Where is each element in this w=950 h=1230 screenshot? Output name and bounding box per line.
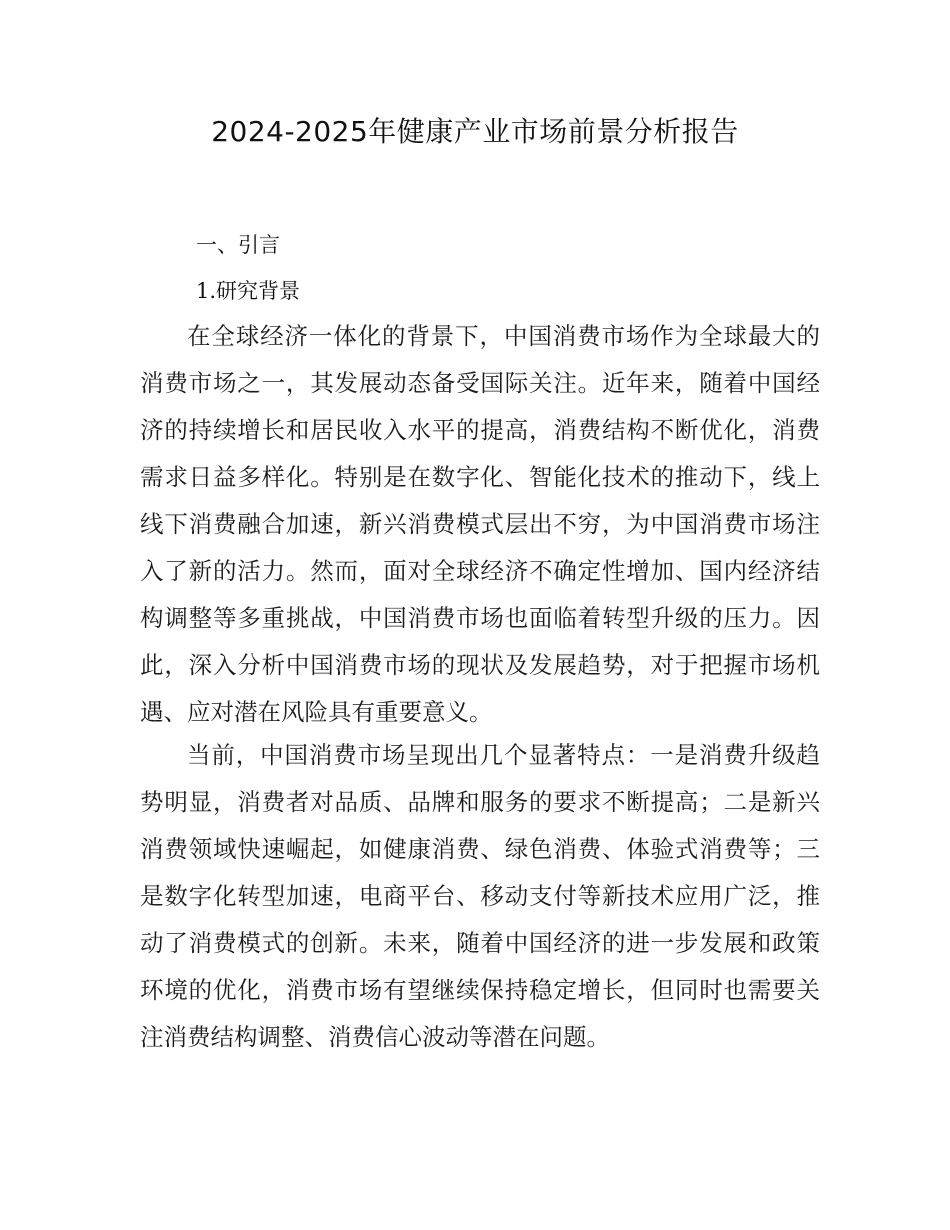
subsection-heading-research-background: 1.研究背景	[196, 279, 301, 303]
section-heading-introduction: 一、引言	[196, 233, 280, 257]
body-paragraph-2: 当前，中国消费市场呈现出几个显著特点：一是消费升级趋势明显，消费者对品质、品牌和服务的要求不断提高；二是新兴消费领域快速崛起，如健康消费、绿色消费、体验式消费等；三是数字化转型加速，电商平台、移动支付等新技术应用广泛，推动了消费模式的创新。未来，随着中国经济的进一步发展和政策环境的优化，消费市场有望继续保持稳定增长，但同时也需要关注消费结构调整、消费信心波动等潜在问题。	[140, 741, 820, 1051]
body-paragraph-1: 在全球经济一体化的背景下，中国消费市场作为全球最大的消费市场之一，其发展动态备受国际关注。近年来，随着中国经济的持续增长和居民收入水平的提高，消费结构不断优化，消费需求日益多样化。特别是在数字化、智能化技术的推动下，线上线下消费融合加速，新兴消费模式层出不穷，为中国消费市场注入了新的活力。然而，面对全球经济不确定性增加、国内经济结构调整等多重挑战，中国消费市场也面临着转型升级的压力。因此，深入分析中国消费市场的现状及发展趋势，对于把握市场机遇、应对潜在风险具有重要意义。	[140, 322, 820, 726]
page-title: 2024-2025年健康产业市场前景分析报告	[211, 115, 739, 148]
